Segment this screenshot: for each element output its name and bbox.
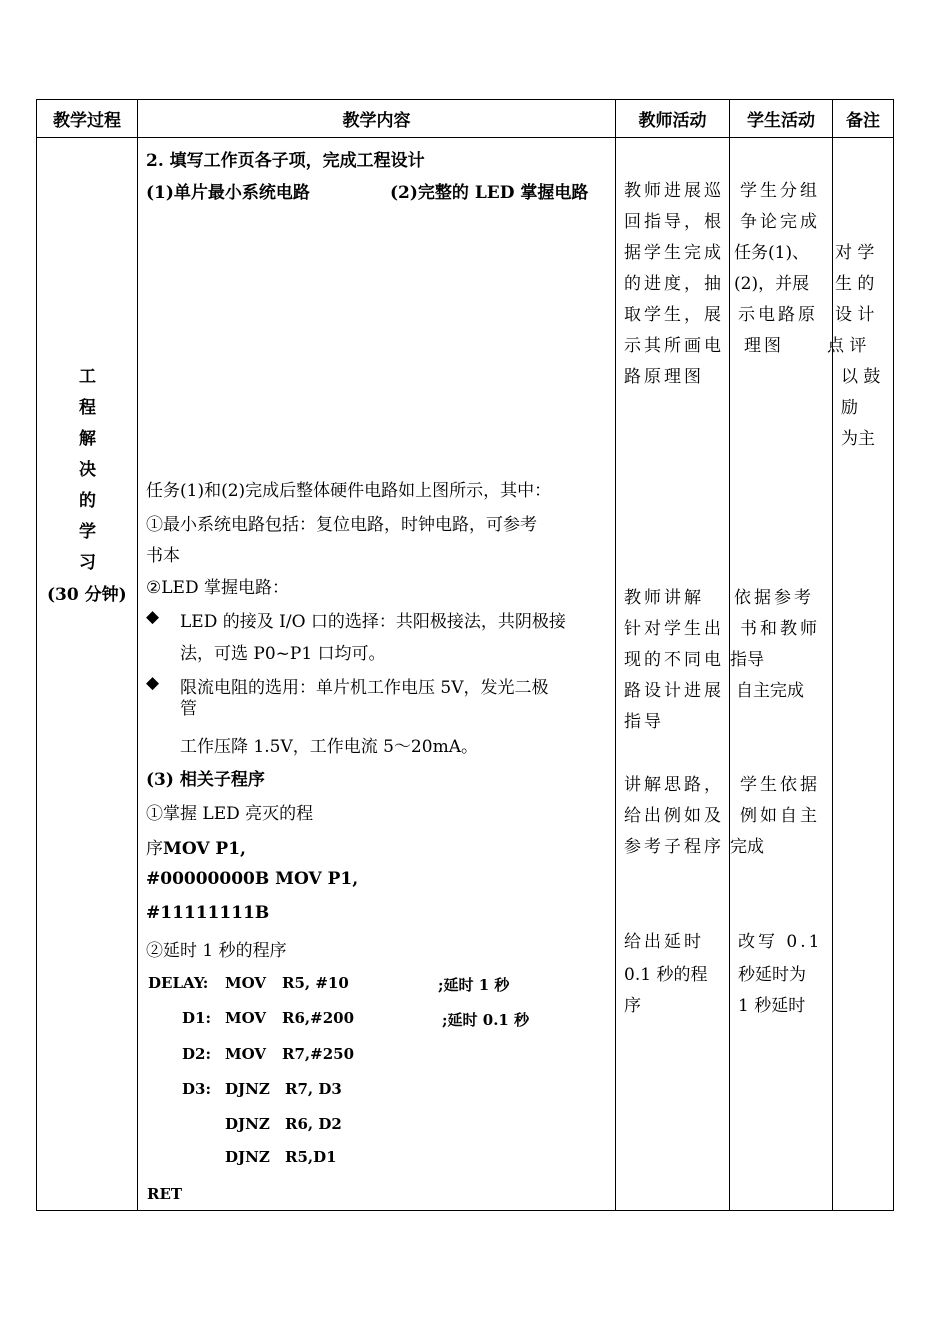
- bullet2-text-cont: 管: [180, 699, 197, 719]
- circuit1-label: (1)单片最小系统电路: [146, 183, 310, 203]
- subprogram-title: (3) 相关子程序: [146, 770, 265, 790]
- teacher-text: 取学生，展: [624, 305, 724, 325]
- process-char: 学: [79, 522, 96, 542]
- code-op: DJNZ: [225, 1148, 270, 1166]
- header-teacher: 教师活动: [616, 100, 730, 138]
- code-op: DJNZ: [225, 1115, 270, 1133]
- point1-text-cont: 书本: [146, 546, 180, 566]
- student-text: 1 秒延时: [738, 996, 806, 1016]
- bullet-icon: ◆: [146, 607, 160, 627]
- student-text: 改写 0.1: [738, 932, 823, 952]
- teacher-text: 的进度，抽: [624, 274, 724, 294]
- process-char: 习: [79, 553, 96, 573]
- teacher-text: 教师讲解: [624, 588, 704, 608]
- bullet-icon: ◆: [146, 673, 160, 693]
- remarks-text: 励: [841, 398, 858, 418]
- code-op: DJNZ: [225, 1080, 270, 1098]
- body-row: [37, 138, 894, 1211]
- remarks-text: 点 评: [827, 336, 867, 356]
- remarks-text: 生 的: [835, 274, 875, 294]
- teacher-cell: [616, 138, 730, 1211]
- circuit2-label: (2)完整的 LED 掌握电路: [390, 183, 589, 203]
- student-text: 示电路原: [738, 305, 818, 325]
- student-text: 争论完成: [740, 212, 820, 232]
- led-program-code: #11111111B: [146, 903, 270, 923]
- process-cell: [37, 138, 138, 1211]
- remarks-cell: [827, 138, 894, 1211]
- process-char: 解: [79, 429, 96, 449]
- code-args: R6,#200: [282, 1009, 355, 1027]
- point1-text: ①最小系统电路包括：复位电路，时钟电路，可参考: [146, 515, 537, 535]
- code-args: R7, D3: [285, 1080, 342, 1098]
- teacher-text: 指导: [624, 712, 664, 732]
- bullet1-text-cont: 法，可选 P0~P1 口均可。: [180, 644, 386, 664]
- remarks-text: 以 鼓: [841, 367, 881, 387]
- code-op: MOV: [225, 974, 267, 992]
- teacher-text: 路原理图: [624, 367, 704, 387]
- header-student: 学生活动: [730, 100, 833, 138]
- process-char: 的: [79, 491, 96, 511]
- header-remarks: 备注: [833, 100, 894, 138]
- student-text: 依据参考: [734, 588, 814, 608]
- remarks-text: 为主: [841, 429, 875, 449]
- remarks-text: 对 学: [835, 243, 875, 263]
- code-args: R7,#250: [282, 1045, 355, 1063]
- teacher-text: 讲解思路，: [624, 775, 724, 795]
- process-duration: (30 分钟): [47, 585, 127, 605]
- teacher-text: 回指导，根: [624, 212, 724, 232]
- teacher-text: 0.1 秒的程: [624, 965, 708, 985]
- teacher-text: 针对学生出: [624, 619, 724, 639]
- student-text: 指导: [730, 650, 764, 670]
- teacher-text: 序: [624, 996, 641, 1016]
- student-text: 学生分组: [740, 181, 820, 201]
- teacher-text: 示其所画电: [624, 336, 724, 356]
- bullet2-text: 限流电阻的选用：单片机工作电压 5V，发光二极: [180, 678, 549, 698]
- process-char: 决: [79, 460, 96, 480]
- teacher-text: 参考子程序: [624, 837, 724, 857]
- header-content: 教学内容: [138, 100, 616, 138]
- code-args: R5, #10: [282, 974, 349, 992]
- led-program-text: ①掌握 LED 亮灭的程: [146, 804, 314, 824]
- student-text: 完成: [730, 837, 764, 857]
- student-text: (2)，并展: [734, 274, 810, 294]
- summary-text: 任务(1)和(2)完成后整体硬件电路如上图所示，其中：: [146, 481, 552, 501]
- code-op: MOV: [225, 1045, 267, 1063]
- student-text: 秒延时为: [738, 965, 806, 985]
- student-text: 学生依据: [740, 775, 820, 795]
- code-args: R6, D2: [285, 1115, 342, 1133]
- teacher-text: 现的不同电: [624, 650, 724, 670]
- teacher-text: 据学生完成: [624, 243, 724, 263]
- led-program-text: 序MOV P1,: [146, 839, 246, 859]
- teacher-text: 给出延时: [624, 932, 704, 952]
- remarks-text: 设 计: [835, 305, 875, 325]
- code-args: R5,D1: [285, 1148, 337, 1166]
- code-comment: ;延时 1 秒: [438, 976, 510, 994]
- teacher-text: 给出例如及: [624, 806, 724, 826]
- process-char: 程: [79, 398, 96, 418]
- bullet1-text: LED 的接及 I/O 口的选择：共阳极接法，共阴极接: [180, 612, 566, 632]
- point2-text: ②LED 掌握电路：: [146, 578, 289, 598]
- header-process: 教学过程: [37, 100, 138, 138]
- led-program-code: #00000000B MOV P1,: [146, 869, 359, 889]
- lesson-plan-table: [36, 99, 894, 1211]
- code-label: D3:: [182, 1080, 211, 1098]
- code-op: MOV: [225, 1009, 267, 1027]
- step-title: 2. 填写工作页各子项，完成工程设计: [146, 151, 425, 171]
- student-text: 自主完成: [736, 681, 804, 701]
- student-text: 书和教师: [740, 619, 820, 639]
- process-char: 工: [79, 367, 96, 387]
- code-label: D2:: [182, 1045, 211, 1063]
- code-label: DELAY:: [148, 974, 209, 992]
- student-text: 理图: [744, 336, 784, 356]
- content-cell: [138, 138, 616, 1211]
- student-text: 任务(1)、: [734, 243, 810, 263]
- code-label: D1:: [182, 1009, 211, 1027]
- code-comment: ;延时 0.1 秒: [442, 1011, 530, 1029]
- code-ret: RET: [147, 1185, 183, 1203]
- teacher-text: 教师进展巡: [624, 181, 724, 201]
- teacher-text: 路设计进展: [624, 681, 724, 701]
- student-cell: [730, 138, 833, 1211]
- header-row: [37, 100, 894, 138]
- delay-title: ②延时 1 秒的程序: [146, 941, 287, 961]
- student-text: 例如自主: [740, 806, 820, 826]
- bullet2-text-cont: 工作压降 1.5V，工作电流 5～20mA。: [180, 737, 478, 757]
